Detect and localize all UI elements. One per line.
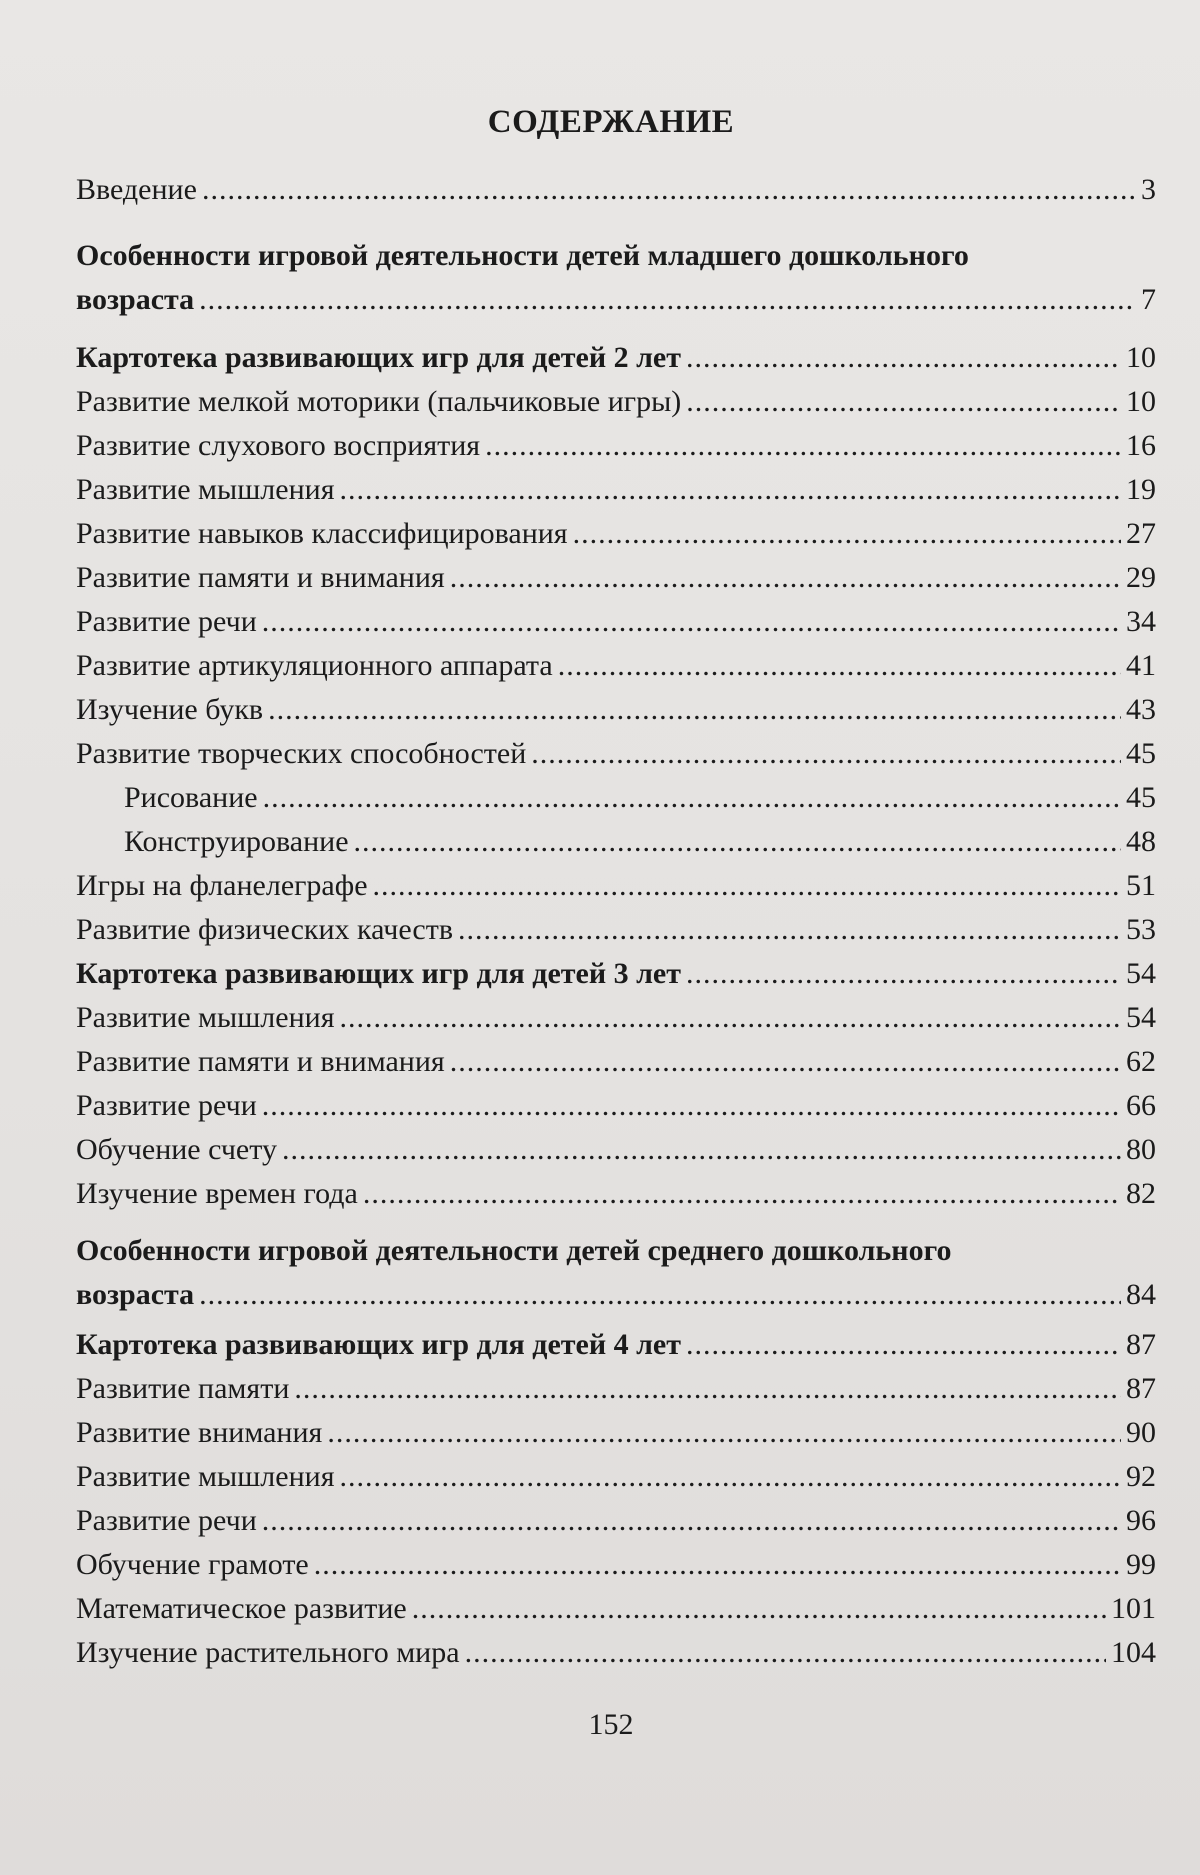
toc-entry-page: 16: [1126, 429, 1156, 462]
toc-entry-page: 53: [1126, 913, 1156, 946]
dot-leader: [485, 424, 1121, 468]
dot-leader: [340, 468, 1122, 512]
toc-entry-label: Развитие речи: [76, 1089, 257, 1122]
dot-leader: [340, 996, 1122, 1040]
toc-entry-introduction: [76, 168, 1156, 212]
dot-leader: [263, 776, 1121, 820]
toc-entry: [76, 424, 1156, 468]
toc-entry: [76, 1367, 1156, 1411]
toc-entry-label: Развитие мышления: [76, 1460, 335, 1493]
toc-entry-page: 82: [1126, 1177, 1156, 1210]
toc-entry-page: 87: [1126, 1372, 1156, 1405]
toc-entry-page: 10: [1126, 341, 1156, 374]
toc-entry-label: Развитие речи: [76, 605, 257, 638]
toc-entry-page: 34: [1126, 605, 1156, 638]
toc-entry-page: 45: [1126, 737, 1156, 770]
dot-leader: [262, 600, 1121, 644]
toc-section-heading: [76, 1273, 1156, 1317]
toc-entry-page: 99: [1126, 1548, 1156, 1581]
toc-section-heading: [76, 336, 1156, 380]
toc-entry: [76, 1543, 1156, 1587]
toc-entry-label: Рисование: [124, 781, 258, 814]
toc-entry-page: 80: [1126, 1133, 1156, 1166]
toc-entry-page: 87: [1126, 1328, 1156, 1361]
toc-entry-page: 41: [1126, 649, 1156, 682]
toc-entry: [76, 908, 1156, 952]
toc-entry-page: 96: [1126, 1504, 1156, 1537]
toc-entry-label: Развитие навыков классифицирования: [76, 517, 568, 550]
toc-entry-label: Развитие памяти: [76, 1372, 290, 1405]
dot-leader: [373, 864, 1121, 908]
toc-entry-page: 48: [1126, 825, 1156, 858]
toc-entry-page: 62: [1126, 1045, 1156, 1078]
toc-entry-label: возраста: [76, 1278, 195, 1311]
toc-entry: [76, 1084, 1156, 1128]
toc-entry-label: Развитие мелкой моторики (пальчиковые игры): [76, 385, 682, 418]
toc-entry-page: 7: [1141, 283, 1156, 316]
toc-entry-label: Изучение растительного мира: [76, 1636, 460, 1669]
toc-entry: [76, 1587, 1156, 1631]
dot-leader: [531, 732, 1121, 776]
toc-entry: [76, 512, 1156, 556]
toc-section-heading-line: Особенности игровой деятельности детей младшего дошкольного: [76, 239, 969, 272]
toc-entry-page: 54: [1126, 1001, 1156, 1034]
dot-leader: [268, 688, 1121, 732]
toc-entry-label: Развитие памяти и внимания: [76, 561, 445, 594]
toc-entry-label: Развитие внимания: [76, 1416, 323, 1449]
toc-entry-label: Картотека развивающих игр для детей 3 лет: [76, 957, 681, 990]
toc-entry-page: 101: [1111, 1592, 1156, 1625]
toc-entry: [76, 1040, 1156, 1084]
toc-entry: [76, 600, 1156, 644]
dot-leader: [262, 1499, 1121, 1543]
dot-leader: [294, 1367, 1121, 1411]
toc-entry-page: 29: [1126, 561, 1156, 594]
toc-entry-label: Математическое развитие: [76, 1592, 407, 1625]
toc-subentry: [124, 820, 1156, 864]
toc-entry-label: Развитие речи: [76, 1504, 257, 1537]
dot-leader: [412, 1587, 1106, 1631]
dot-leader: [199, 278, 1136, 322]
toc-entry: [76, 996, 1156, 1040]
toc-entry: [76, 1631, 1156, 1675]
toc-entry-label: Развитие слухового восприятия: [76, 429, 481, 462]
toc-entry-label: возраста: [76, 283, 195, 316]
dot-leader: [314, 1543, 1121, 1587]
dot-leader: [458, 908, 1121, 952]
toc-entry-page: 54: [1126, 957, 1156, 990]
dot-leader: [450, 1040, 1121, 1084]
dot-leader: [686, 336, 1121, 380]
dot-leader: [327, 1411, 1121, 1455]
toc-entry-page: 19: [1126, 473, 1156, 506]
toc-entry: [76, 864, 1156, 908]
toc-entry-label: Картотека развивающих игр для детей 4 лет: [76, 1328, 681, 1361]
toc-subentry: [124, 776, 1156, 820]
toc-entry-label: Конструирование: [124, 825, 349, 858]
toc-section-heading: [76, 1323, 1156, 1367]
toc-entry-label: Картотека развивающих игр для детей 2 лет: [76, 341, 681, 374]
toc-entry-page: 51: [1126, 869, 1156, 902]
toc-entry-label: Обучение грамоте: [76, 1548, 309, 1581]
toc-entry-label: Изучение букв: [76, 693, 264, 726]
toc-entry: [76, 1499, 1156, 1543]
toc-entry-label: Развитие мышления: [76, 473, 335, 506]
toc-entry: [76, 380, 1156, 424]
toc-entry-page: 43: [1126, 693, 1156, 726]
toc-entry: [76, 1411, 1156, 1455]
dot-leader: [558, 644, 1121, 688]
toc-section-heading-line: Особенности игровой деятельности детей среднего дошкольного: [76, 1234, 952, 1267]
toc-entry-label: Развитие артикуляционного аппарата: [76, 649, 553, 682]
dot-leader: [202, 168, 1136, 212]
toc-entry: [76, 468, 1156, 512]
toc-entry-label: Игры на фланелеграфе: [76, 869, 368, 902]
dot-leader: [573, 512, 1121, 556]
toc-entry: [76, 1172, 1156, 1216]
toc-entry-page: 10: [1126, 385, 1156, 418]
dot-leader: [686, 1323, 1121, 1367]
toc-entry-page: 90: [1126, 1416, 1156, 1449]
toc-entry-page: 84: [1126, 1278, 1156, 1311]
toc-entry-label: Развитие памяти и внимания: [76, 1045, 445, 1078]
dot-leader: [450, 556, 1121, 600]
dot-leader: [686, 380, 1121, 424]
page-title: СОДЕРЖАНИЕ: [487, 104, 735, 140]
toc-entry-page: 92: [1126, 1460, 1156, 1493]
toc-entry-label: Изучение времен года: [76, 1177, 358, 1210]
dot-leader: [354, 820, 1121, 864]
toc-entry: [76, 688, 1156, 732]
dot-leader: [363, 1172, 1121, 1216]
toc-entry: [76, 1128, 1156, 1172]
dot-leader: [686, 952, 1121, 996]
toc-entry-page: 3: [1141, 173, 1156, 206]
toc-entry-page: 45: [1126, 781, 1156, 814]
toc-entry-label: Введение: [76, 173, 197, 206]
dot-leader: [262, 1084, 1121, 1128]
toc-entry: [76, 644, 1156, 688]
toc-entry-label: Развитие мышления: [76, 1001, 335, 1034]
toc-entry: [76, 1455, 1156, 1499]
toc-entry-label: Обучение счету: [76, 1133, 277, 1166]
toc-entry-page: 27: [1126, 517, 1156, 550]
toc-entry: [76, 556, 1156, 600]
toc-section-heading: [76, 278, 1156, 322]
toc-entry: [76, 732, 1156, 776]
toc-entry-page: 104: [1111, 1636, 1156, 1669]
dot-leader: [282, 1128, 1121, 1172]
toc-entry-label: Развитие творческих способностей: [76, 737, 527, 770]
toc-section-heading: [76, 952, 1156, 996]
toc-entry-label: Развитие физических качеств: [76, 913, 454, 946]
dot-leader: [199, 1273, 1121, 1317]
dot-leader: [465, 1631, 1106, 1675]
toc-entry-page: 66: [1126, 1089, 1156, 1122]
page-number: 152: [588, 1708, 634, 1741]
dot-leader: [340, 1455, 1122, 1499]
